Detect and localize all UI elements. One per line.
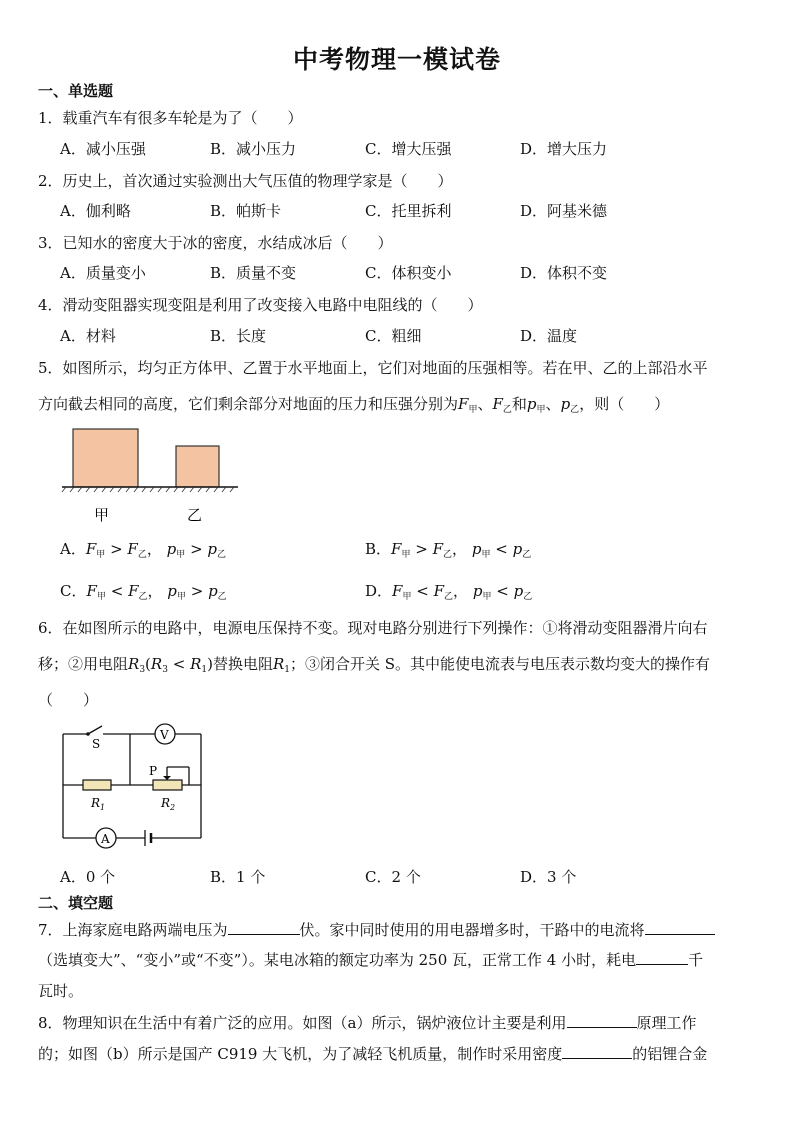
ammeter-label: A: [101, 832, 110, 846]
question-5-option-d[interactable]: D．$F_甲 < F_乙$， $p_甲 < p_乙$: [365, 582, 533, 602]
question-5-stem-line-2: 方向截去相同的高度，它们剩余部分对地面的压力和压强分别为$F_甲$、$F_乙$和$p_甲$、$p_乙$，则（ ）: [38, 395, 670, 415]
question-8-line-2: 的；如图（b）所示是国产 C919 大飞机，为了减轻飞机质量，制作时采用密度 的铝锂合金: [38, 1045, 708, 1063]
question-3-option-a[interactable]: A．质量变小: [60, 264, 146, 282]
question-7-line-3: 瓦时。: [38, 982, 84, 1000]
answer-blank-7-2[interactable]: [645, 920, 715, 935]
question-3-option-b[interactable]: B．质量不变: [210, 264, 297, 282]
voltmeter-label: V: [160, 728, 169, 742]
answer-blank-8-2[interactable]: [562, 1044, 632, 1059]
question-3-option-c[interactable]: C．体积变小: [365, 264, 452, 282]
question-6-option-c[interactable]: C．2 个: [365, 868, 421, 886]
slider-label: P: [149, 764, 158, 778]
page-title: 中考物理一模试卷: [292, 45, 501, 74]
question-1-option-d[interactable]: D．增大压力: [520, 140, 608, 158]
cube-jia: [73, 429, 138, 487]
question-1-option-c[interactable]: C．增大压强: [365, 140, 452, 158]
cube-yi: [176, 446, 219, 487]
answer-blank-7-1[interactable]: [228, 920, 300, 935]
question-2-option-b[interactable]: B．帕斯卡: [210, 202, 282, 220]
question-4-option-c[interactable]: C．粗细: [365, 327, 422, 345]
question-5-option-a[interactable]: A．$F_甲 > F_乙$， $p_甲 > p_乙$: [60, 540, 227, 560]
question-2-stem: 2．历史上，首次通过实验测出大气压值的物理学家是（ ）: [38, 172, 453, 190]
question-2-option-d[interactable]: D．阿基米德: [520, 202, 608, 220]
question-2-option-c[interactable]: C．托里拆利: [365, 202, 452, 220]
question-1-option-a[interactable]: A．减小压强: [60, 140, 146, 158]
question-3-option-d[interactable]: D．体积不变: [520, 264, 608, 282]
question-7-line-2: （选填变大”、“变小”或“不变”）。某电冰箱的额定功率为 250 瓦，正常工作 4 小时，耗电 千: [38, 951, 704, 969]
r1-label: $R_1$: [91, 796, 106, 812]
question-5-option-c[interactable]: C．$F_甲 < F_乙$， $p_甲 > p_乙$: [60, 582, 227, 602]
question-6-option-b[interactable]: B．1 个: [210, 868, 266, 886]
switch-pivot: [86, 732, 90, 736]
section-heading-single-choice: 一、单选题: [38, 82, 114, 100]
question-5-option-b[interactable]: B．$F_甲 > F_乙$， $p_甲 < p_乙$: [365, 540, 532, 560]
question-4-option-d[interactable]: D．温度: [520, 327, 578, 345]
question-6-stem-line-1: 6．在如图所示的电路中，电源电压保持不变。现对电路分别进行下列操作：①将滑动变阻器滑片向右: [38, 619, 708, 637]
question-3-stem: 3．已知水的密度大于冰的密度，水结成冰后（ ）: [38, 234, 393, 252]
label-jia: 甲: [94, 506, 110, 524]
question-4-option-b[interactable]: B．长度: [210, 327, 267, 345]
question-7-line-1: 7．上海家庭电路两端电压为 伏。家中同时使用的用电器增多时，干路中的电流将: [38, 919, 715, 940]
question-4-stem: 4．滑动变阻器实现变阻是利用了改变接入电路中电阻线的（ ）: [38, 296, 483, 314]
question-6-circuit-diagram: [55, 720, 215, 855]
question-2-option-a[interactable]: A．伽利略: [60, 202, 131, 220]
answer-blank-7-3[interactable]: [636, 950, 688, 965]
question-5-stem-line-1: 5．如图所示，均匀正方体甲、乙置于水平地面上，它们对地面的压强相等。若在甲、乙的上部沿水平: [38, 359, 708, 377]
question-8-line-1: 8．物理知识在生活中有着广泛的应用。如图（a）所示，锅炉液位计主要是利用 原理工作: [38, 1014, 697, 1032]
question-6-stem-line-3: （ ）: [38, 691, 99, 709]
r2-label: $R_2$: [161, 796, 176, 812]
question-1-stem: 1．载重汽车有很多车轮是为了（ ）: [38, 109, 303, 127]
switch-blade: [88, 726, 102, 734]
question-6-stem-line-2: 移；②用电阻$R_3(R_3 < R_1)$替换电阻$R_1$；③闭合开关 S。其中能使电流表与电压表示数均变大的操作有: [38, 655, 711, 675]
question-1-option-b[interactable]: B．减小压力: [210, 140, 297, 158]
question-6-option-a[interactable]: A．0 个: [60, 868, 116, 886]
question-5-figure: [60, 425, 245, 525]
label-yi: 乙: [187, 506, 203, 524]
answer-blank-8-1[interactable]: [567, 1013, 637, 1028]
rheostat-r2: [153, 780, 182, 790]
question-4-option-a[interactable]: A．材料: [60, 327, 116, 345]
section-heading-fill-blank: 二、填空题: [38, 894, 114, 912]
question-6-option-d[interactable]: D．3 个: [520, 868, 577, 886]
switch-label: S: [92, 737, 101, 751]
resistor-r1: [83, 780, 111, 790]
